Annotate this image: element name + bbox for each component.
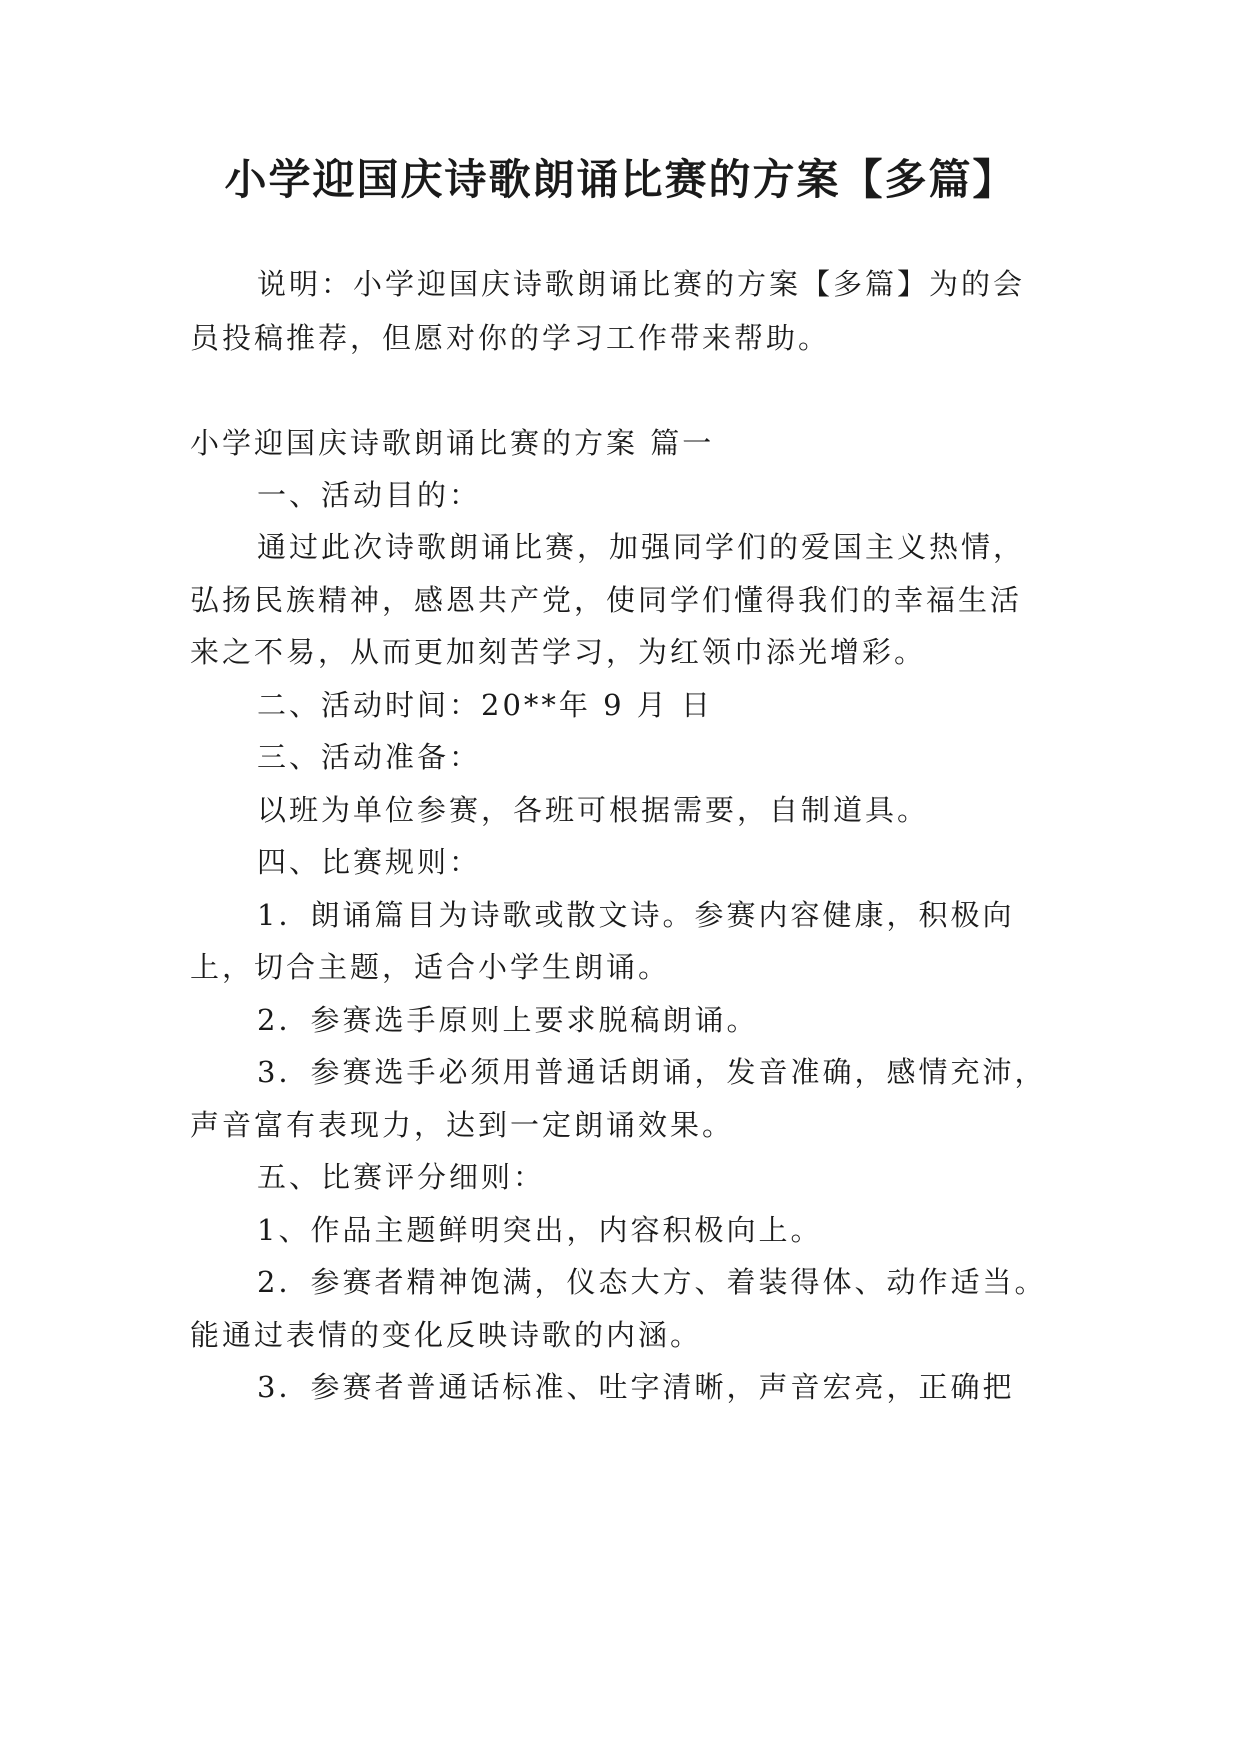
paragraph-line: 1、作品主题鲜明突出，内容积极向上。 [257,1213,823,1247]
paragraph-line: 3．参赛者普通话标准、吐字清晰，声音宏亮，正确把 [257,1370,1015,1404]
section-heading: 小学迎国庆诗歌朗诵比赛的方案 篇一 [190,426,715,460]
intro-line-1: 说明：小学迎国庆诗歌朗诵比赛的方案【多篇】为的会 [257,267,1026,301]
paragraph-line: 以班为单位参赛，各班可根据需要，自制道具。 [257,793,930,827]
paragraph-line: 3．参赛选手必须用普通话朗诵，发音准确，感情充沛， [257,1055,1047,1089]
paragraph-line: 五、比赛评分细则： [257,1160,546,1194]
paragraph-line: 二、活动时间：20**年 9 月 日 [257,688,714,722]
document-title: 小学迎国庆诗歌朗诵比赛的方案【多篇】 [224,155,1017,204]
paragraph-line: 通过此次诗歌朗诵比赛，加强同学们的爱国主义热情， [257,530,1026,564]
intro-line-2: 员投稿推荐，但愿对你的学习工作带来帮助。 [190,321,831,355]
paragraph-line: 一、活动目的： [257,478,482,512]
paragraph-line: 三、活动准备： [257,740,482,774]
paragraph-line: 来之不易，从而更加刻苦学习，为红领巾添光增彩。 [190,635,927,669]
paragraph-line: 弘扬民族精神，感恩共产党，使同学们懂得我们的幸福生活 [190,583,1023,617]
paragraph-line: 1．朗诵篇目为诗歌或散文诗。参赛内容健康，积极向 [257,898,1015,932]
paragraph-line: 2．参赛者精神饱满，仪态大方、着装得体、动作适当。 [257,1265,1047,1299]
paragraph-line: 能通过表情的变化反映诗歌的内涵。 [190,1318,703,1352]
paragraph-line: 上，切合主题，适合小学生朗诵。 [190,950,671,984]
paragraph-line: 声音富有表现力，达到一定朗诵效果。 [190,1108,735,1142]
paragraph-line: 2．参赛选手原则上要求脱稿朗诵。 [257,1003,759,1037]
paragraph-line: 四、比赛规则： [257,845,482,879]
